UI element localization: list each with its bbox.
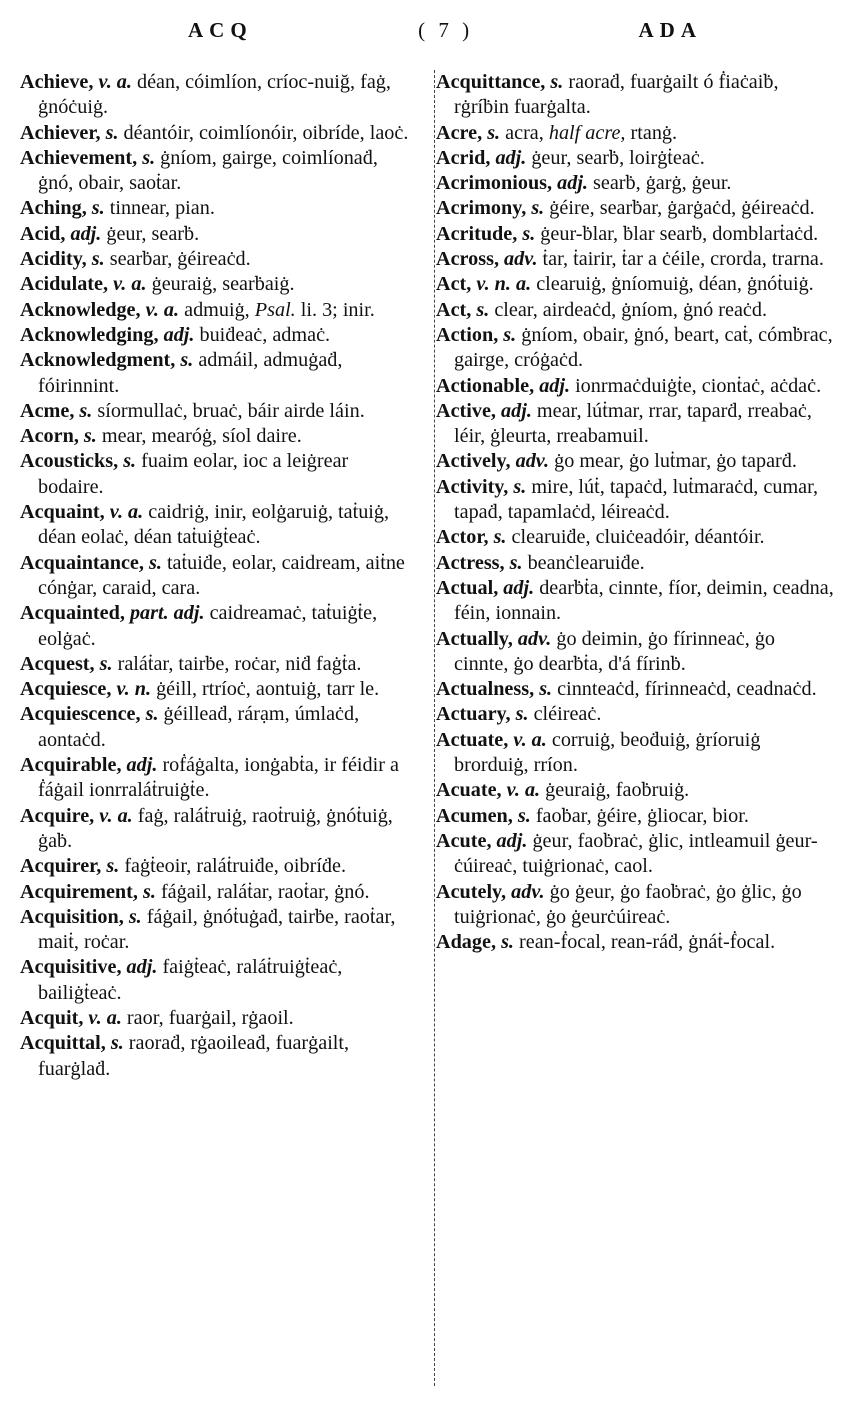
dictionary-entry — [20, 880, 418, 905]
definition: ġo deimin, ġo fírinneaċ, ġo cinnte, ġo dearḃṫa, d'á fírinḃ. — [454, 627, 776, 675]
headword: Acute, — [436, 829, 492, 852]
part-of-speech: adv. — [517, 627, 552, 650]
part-of-speech: adj. — [70, 222, 102, 245]
definition: ġo ġeur, ġo faoḃraċ, ġo ġlic, ġo tuiġrionaċ, ġo ġeurċúireaċ. — [454, 880, 802, 928]
part-of-speech: s. — [148, 551, 162, 574]
headword: Activity, — [436, 475, 509, 498]
part-of-speech: s. — [123, 450, 137, 473]
dictionary-entry — [20, 1006, 418, 1031]
definition: ġéill, rtríoċ, aontuiġ, tarr le. — [156, 678, 380, 701]
headword: Acme, — [20, 399, 75, 422]
dictionary-entry — [20, 247, 418, 272]
part-of-speech: adv. — [511, 880, 545, 903]
definition: síormullaċ, bruaċ, báir airde láin. — [97, 399, 365, 422]
definition: cinnteaċd, fírinneaċd, ceadnaċd. — [557, 678, 817, 701]
part-of-speech: adv. — [515, 450, 550, 473]
definition: roḟáġalta, ionġabṫa, ir féidir a ḟáġail ionrraláṫruiġṫe. — [38, 754, 399, 802]
dictionary-entry — [436, 121, 834, 146]
definition: clearuiġ, ġníomuiġ, déan, ġnóṫuiġ. — [536, 273, 814, 296]
part-of-speech: s. — [145, 703, 159, 726]
headword: Action, — [436, 323, 499, 346]
headword: Actress, — [436, 551, 505, 574]
definition: raláṫar, tairḃe, roċar, niḋ faġṫa. — [117, 652, 362, 675]
dictionary-entry — [20, 551, 418, 602]
dictionary-entry — [436, 70, 834, 121]
definition: buiḋeaċ, admaċ. — [199, 323, 331, 346]
headword: Acknowledge, — [20, 298, 141, 321]
headword: Acknowledgment, — [20, 349, 176, 372]
dictionary-entry — [20, 70, 418, 121]
part-of-speech: s. — [515, 703, 529, 726]
dictionary-entry — [20, 348, 418, 399]
definition: ġeuraiġ, searḃaiġ. — [151, 273, 295, 296]
part-of-speech: v. n. — [116, 678, 152, 701]
header-right-guide-word: ADA — [638, 17, 702, 42]
headword: Acquaintance, — [20, 551, 144, 574]
headword: Across, — [436, 248, 499, 271]
dictionary-entry — [20, 121, 418, 146]
headword: Acquest, — [20, 652, 95, 675]
part-of-speech: s. — [128, 905, 142, 928]
definition: mear, lúṫmar, rrar, taparḋ, rreabaċ, léir, ġleurta, rreabamuil. — [454, 399, 812, 448]
dictionary-entry — [20, 652, 418, 677]
part-of-speech: s. — [493, 526, 507, 549]
part-of-speech: s. — [550, 71, 564, 93]
dictionary-entry — [20, 854, 418, 879]
part-of-speech: adj. — [126, 754, 158, 777]
headword: Acorn, — [20, 425, 79, 448]
dictionary-entry — [436, 880, 834, 931]
part-of-speech: adj. — [496, 829, 528, 852]
headword: Act, — [436, 273, 472, 296]
headword: Achieve, — [20, 71, 94, 93]
column-divider — [434, 70, 435, 1386]
headword: Acuate, — [436, 779, 502, 802]
definition: caidriġ, inir, eolġaruiġ, taṫuiġ, déan eolaċ, déan taṫuiġṫeaċ. — [38, 501, 390, 549]
definition: ġo mear, ġo luṫmar, ġo taparḋ. — [554, 450, 797, 473]
part-of-speech: s. — [522, 222, 536, 245]
headword: Actual, — [436, 576, 499, 599]
part-of-speech: s. — [476, 298, 490, 321]
definition: searḃ, ġarġ, ġeur. — [593, 172, 732, 195]
part-of-speech: v. a. — [98, 71, 132, 93]
part-of-speech: s. — [509, 551, 523, 574]
definition: raor, fuarġail, rġaoil. — [126, 1006, 294, 1029]
headword: Acquisitive, — [20, 956, 122, 979]
definition: tinnear, pian. — [109, 197, 215, 220]
dictionary-entry — [436, 196, 834, 221]
two-column-body — [20, 70, 834, 1082]
part-of-speech: s. — [142, 880, 156, 903]
dictionary-entry — [436, 930, 834, 955]
dictionary-entry — [20, 399, 418, 424]
part-of-speech: v. a. — [145, 298, 180, 321]
italic-note: half acre, — [548, 121, 626, 144]
dictionary-entry — [436, 728, 834, 779]
part-of-speech: s. — [487, 121, 501, 144]
headword: Acrimonious, — [436, 172, 553, 195]
headword: Actively, — [436, 450, 511, 473]
part-of-speech: s. — [106, 855, 120, 878]
part-of-speech: s. — [105, 121, 119, 144]
dictionary-entry — [436, 804, 834, 829]
dictionary-entry — [436, 778, 834, 803]
definition: ġeur, searḃ. — [106, 222, 200, 245]
dictionary-entry — [436, 449, 834, 474]
headword: Acritude, — [436, 222, 518, 245]
definition: ṫar, ṫairir, ṫar a ċéile, crorda, trarna. — [542, 248, 824, 271]
running-header — [20, 12, 834, 48]
part-of-speech: s. — [503, 323, 517, 346]
headword: Act, — [436, 298, 472, 321]
part-of-speech: v. a. — [88, 1006, 122, 1029]
part-of-speech: adv. — [504, 248, 538, 271]
part-of-speech: adj. — [501, 399, 532, 422]
headword: Acquit, — [20, 1006, 84, 1029]
definition: ġníom, obair, ġnó, beart, caṫ, cómḃrac, gairge, cróġaċd. — [454, 323, 833, 372]
part-of-speech: s. — [110, 1032, 124, 1055]
dictionary-entry — [436, 702, 834, 727]
definition: déan, cóimlíon, críoc-nuiğ, faġ, ġnóċuiġ. — [38, 71, 391, 119]
part-of-speech: v. n. a. — [476, 273, 532, 296]
dictionary-entry — [436, 525, 834, 550]
definition: acra, — [505, 121, 544, 144]
dictionary-entry — [20, 804, 418, 855]
headword: Acquittal, — [20, 1032, 106, 1055]
dictionary-entry — [20, 753, 418, 804]
part-of-speech: s. — [91, 248, 105, 271]
headword: Achiever, — [20, 121, 101, 144]
definition: faġ, raláṫruiġ, raoṫruiġ, ġnóṫuiġ, ġaḃ. — [38, 804, 393, 852]
part-of-speech: s. — [91, 197, 105, 220]
dictionary-entry — [436, 399, 834, 450]
part-of-speech: s. — [531, 197, 545, 220]
headword: Acquiescence, — [20, 703, 141, 726]
part-of-speech: v. a. — [113, 273, 147, 296]
header-left-guide-word: ACQ — [188, 17, 253, 42]
dictionary-entry — [436, 551, 834, 576]
dictionary-entry — [20, 601, 418, 652]
headword: Acidulate, — [20, 273, 109, 296]
definition: ġéilleaḋ, rárạm, úmlaċd, aontaċd. — [38, 703, 360, 751]
definition: rean-ḟocal, rean-ráḋ, ġnáṫ-ḟocal. — [519, 931, 776, 954]
definition: caidreamaċ, taṫuiġṫe, eolġaċ. — [38, 602, 378, 650]
headword: Actuate, — [436, 728, 509, 751]
definition: fuaim eolar, ioc a leiġrear bodaire. — [38, 450, 349, 498]
definition: raoraḋ, rġaoileaḋ, fuarġailt, fuarġlaḋ. — [38, 1032, 350, 1080]
definition: mear, mearóġ, síol daire. — [101, 425, 302, 448]
dictionary-entry — [20, 196, 418, 221]
definition: déantóir, coimlíonóir, oibríde, laoċ. — [123, 121, 409, 144]
headword: Aching, — [20, 197, 87, 220]
dictionary-entry — [20, 955, 418, 1006]
headword: Acquirement, — [20, 880, 138, 903]
dictionary-entry — [20, 424, 418, 449]
headword: Acidity, — [20, 248, 87, 271]
part-of-speech: adj. — [163, 323, 195, 346]
headword: Acumen, — [436, 804, 513, 827]
headword: Acquirer, — [20, 855, 102, 878]
part-of-speech: v. a. — [506, 779, 541, 802]
definition: admáil, admuġaḋ, fóirinnint. — [38, 349, 343, 397]
dictionary-entry — [436, 146, 834, 171]
headword: Acid, — [20, 222, 66, 245]
headword: Actuary, — [436, 703, 511, 726]
dictionary-entry — [20, 702, 418, 753]
dictionary-entry — [20, 222, 418, 247]
definition: ġníom, gairge, coimlíonaḋ, ġnó, obair, saoṫar. — [38, 146, 378, 195]
definition: ġeur-ḃlar, ḃlar searḃ, domblarṫaċd. — [540, 222, 819, 245]
headword: Acutely, — [436, 880, 507, 903]
dictionary-entry — [20, 449, 418, 500]
part-of-speech: v. a. — [513, 728, 547, 751]
part-of-speech: s. — [142, 146, 156, 169]
headword: Adage, — [436, 931, 497, 954]
definition: fáġail, ġnóṫuġaḋ, tairḃe, raoṫar, maiṫ, roċar. — [38, 905, 396, 954]
part-of-speech: adj. — [557, 172, 588, 195]
headword: Actionable, — [436, 374, 535, 397]
definition: admuiġ, — [184, 298, 250, 321]
dictionary-entry — [436, 171, 834, 196]
part-of-speech: adj. — [126, 956, 158, 979]
definition-continuation: li. 3; inir. — [300, 298, 375, 321]
part-of-speech: s. — [79, 399, 93, 422]
definition: clear, airdeaċd, ġníom, ġnó reaċd. — [494, 298, 768, 321]
part-of-speech: v. a. — [99, 804, 133, 827]
headword: Acknowledging, — [20, 323, 159, 346]
definition: ionrmaċduiġṫe, cionṫaċ, aċdaċ. — [575, 374, 822, 397]
headword: Acquiesce, — [20, 678, 112, 701]
dictionary-entry — [436, 475, 834, 526]
headword: Acquainted, — [20, 602, 125, 625]
headword: Actually, — [436, 627, 513, 650]
part-of-speech: s. — [501, 931, 514, 954]
headword: Acquisition, — [20, 905, 124, 928]
definition: clearuiḋe, cluiċeadóir, déantóir. — [511, 526, 765, 549]
dictionary-entry — [436, 677, 834, 702]
definition: fáġail, raláṫar, raoṫar, ġnó. — [160, 880, 370, 903]
definition: searḃar, ġéireaċd. — [109, 248, 251, 271]
part-of-speech: s. — [539, 678, 553, 701]
dictionary-entry — [436, 222, 834, 247]
dictionary-entry — [20, 677, 418, 702]
headword: Acquire, — [20, 804, 95, 827]
definition: ġeuraiġ, faoḃruiġ. — [545, 779, 690, 802]
part-of-speech: part. adj. — [129, 602, 205, 625]
dictionary-entry — [436, 627, 834, 678]
dictionary-entry — [436, 576, 834, 627]
part-of-speech: adj. — [495, 146, 527, 169]
part-of-speech: s. — [513, 475, 527, 498]
headword: Acousticks, — [20, 450, 119, 473]
headword: Actualness, — [436, 678, 535, 701]
part-of-speech: adj. — [503, 576, 535, 599]
dictionary-entry — [436, 272, 834, 297]
part-of-speech: v. a. — [109, 501, 144, 524]
dictionary-entry — [20, 323, 418, 348]
headword: Active, — [436, 399, 496, 422]
dictionary-entry — [436, 374, 834, 399]
part-of-speech: s. — [99, 652, 113, 675]
part-of-speech: s. — [83, 425, 97, 448]
definition: faġṫeoir, raláṫruiḋe, oibríḋe. — [124, 855, 347, 878]
headword: Acre, — [436, 121, 483, 144]
page-number: ( 7 ) — [418, 17, 474, 42]
part-of-speech: adj. — [539, 374, 571, 397]
dictionary-entry — [436, 247, 834, 272]
dictionary-entry — [20, 146, 418, 197]
dictionary-entry — [20, 905, 418, 956]
definition: corruiġ, beoḋuiġ, ġríoruiġ brorduiġ, rríon. — [454, 728, 761, 777]
left-column — [20, 70, 426, 1082]
definition: faiġṫeaċ, raláṫruiġṫeaċ, bailiġṫeaċ. — [38, 956, 343, 1004]
headword: Acrimony, — [436, 197, 527, 220]
definition: ġéire, searḃar, ġarġaċd, ġéireaċd. — [549, 197, 815, 220]
dictionary-entry — [20, 500, 418, 551]
headword: Acquirable, — [20, 754, 122, 777]
definition: faoḃar, ġéire, ġliocar, bior. — [535, 804, 749, 827]
dictionary-entry — [436, 829, 834, 880]
definition: ġeur, searḃ, loirġṫeaċ. — [531, 146, 705, 169]
definition: raoraḋ, fuarġailt ó ḟiaċaiḃ, rġríḃin fuarġalta. — [454, 71, 779, 119]
definition: cléireaċ. — [533, 703, 602, 726]
headword: Acquittance, — [436, 71, 546, 93]
headword: Acrid, — [436, 146, 491, 169]
right-column — [426, 70, 834, 1082]
definition: dearḃṫa, cinnte, fíor, deimin, ceadna, féin, ionnain. — [454, 576, 834, 625]
italic-note: Psal. — [254, 298, 296, 321]
part-of-speech: s. — [180, 349, 194, 372]
headword: Acquaint, — [20, 501, 105, 524]
dictionary-entry — [436, 323, 834, 374]
headword: Actor, — [436, 526, 489, 549]
definition: mire, lúṫ, tapaċd, luṫmaraċd, cumar, tapaḋ, tapamlaċd, léireaċd. — [454, 475, 819, 524]
part-of-speech: s. — [517, 804, 531, 827]
dictionary-entry — [20, 1031, 418, 1082]
dictionary-entry — [20, 272, 418, 297]
dictionary-entry — [436, 298, 834, 323]
definition-continuation: rtanġ. — [630, 121, 678, 144]
dictionary-entry — [20, 298, 418, 323]
headword: Achievement, — [20, 146, 138, 169]
definition: taṫuiḋe, eolar, caidream, aiṫne cónġar, caraid, cara. — [38, 551, 405, 599]
definition: ġeur, faoḃraċ, ġlic, intleamuil ġeur-ċúireaċ, tuiġrionaċ, caol. — [454, 829, 818, 878]
definition: beanċlearuiḋe. — [527, 551, 645, 574]
